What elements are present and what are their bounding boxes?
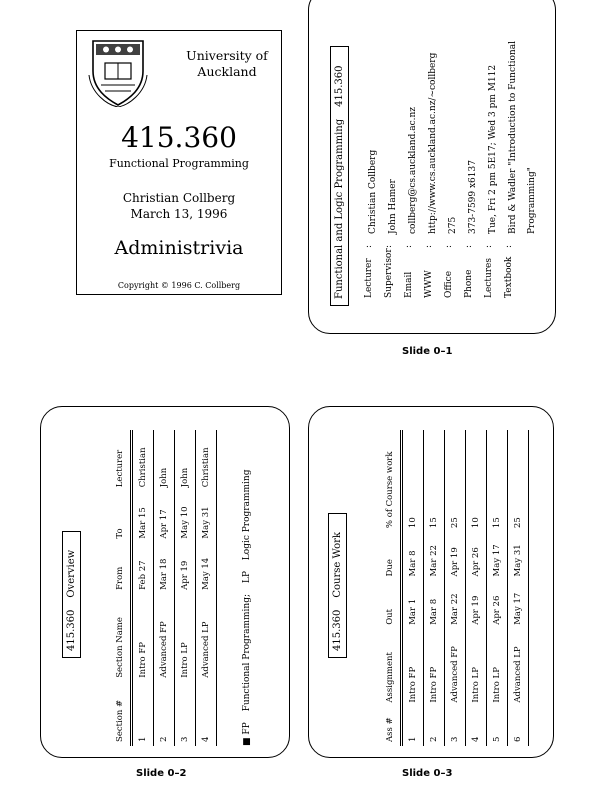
slide-1-heading: Functional and Logic Programming415.360 (330, 47, 349, 307)
list-item: Phone : 373-7599 x6137 (464, 160, 478, 298)
list-item: WWW : http://www.cs.auckland.ac.nz/~collberg (424, 52, 438, 298)
course-work-table (380, 430, 529, 746)
title-page-box (76, 30, 282, 295)
slide-1-info-list (364, 4, 544, 298)
university-crest-icon (87, 35, 149, 107)
table-row: 4 Intro LP Apr 19 Apr 26 10 (466, 430, 487, 746)
author-name: Christian Collberg (122, 191, 236, 205)
table-header-row: Section # Section Name From To Lecturer (110, 430, 132, 746)
table-row: 3 Advanced FP Mar 22 Apr 19 25 (445, 430, 466, 746)
list-item: Office : 275 (444, 216, 458, 298)
table-row: 3 Intro LP Apr 19 May 10 John (175, 430, 196, 746)
slide-2-caption: Slide 0–2 (136, 768, 187, 779)
slide-3-caption: Slide 0–3 (402, 768, 453, 779)
slide-3-title: 415.360Course Work (328, 513, 347, 658)
overview-table (110, 430, 217, 746)
table-row: 1 Intro FP Feb 27 Mar 15 Christian (132, 430, 154, 746)
copyright: Copyright © 1996 C. Collberg (117, 281, 241, 290)
course-number: 415.360 (121, 121, 237, 154)
abbreviation-note: ■ FP Functional Programming; LP Logic Programming (242, 469, 252, 746)
course-title: Functional Programming (109, 157, 249, 170)
list-item: Lecturer : Christian Collberg (364, 149, 378, 298)
table-row: 4 Advanced LP May 14 May 31 Christian (196, 430, 217, 746)
table-header-row: Ass # Assignment Out Due % of Course work (380, 430, 402, 746)
date: March 13, 1996 (130, 207, 228, 221)
table-row: 2 Advanced FP Mar 18 Apr 17 John (154, 430, 175, 746)
list-item: Supervisor : John Hamer (384, 179, 398, 298)
university-name: University of Auckland (186, 48, 268, 79)
list-item: Email : collberg@cs.auckland.ac.nz (404, 106, 418, 298)
table-row: 6 Advanced LP May 17 May 31 25 (508, 430, 529, 746)
slide-1-caption: Slide 0–1 (402, 346, 453, 357)
table-row: 2 Intro FP Mar 8 Mar 22 15 (424, 430, 445, 746)
list-item: Textbook : Bird & Wadler "Introduction to Functional Programming" (504, 41, 537, 298)
bullet-icon: ■ (242, 737, 252, 746)
document-title: Administrivia (114, 237, 244, 259)
list-item: Lectures : Tue, Fri 2 pm 5E17; Wed 3 pm M112 (484, 64, 498, 298)
table-row: 5 Intro LP Apr 26 May 17 15 (487, 430, 508, 746)
table-row: 1 Intro FP Mar 1 Mar 8 10 (402, 430, 424, 746)
slide-2-title: 415.360Overview (62, 531, 81, 658)
author-block (77, 190, 281, 222)
